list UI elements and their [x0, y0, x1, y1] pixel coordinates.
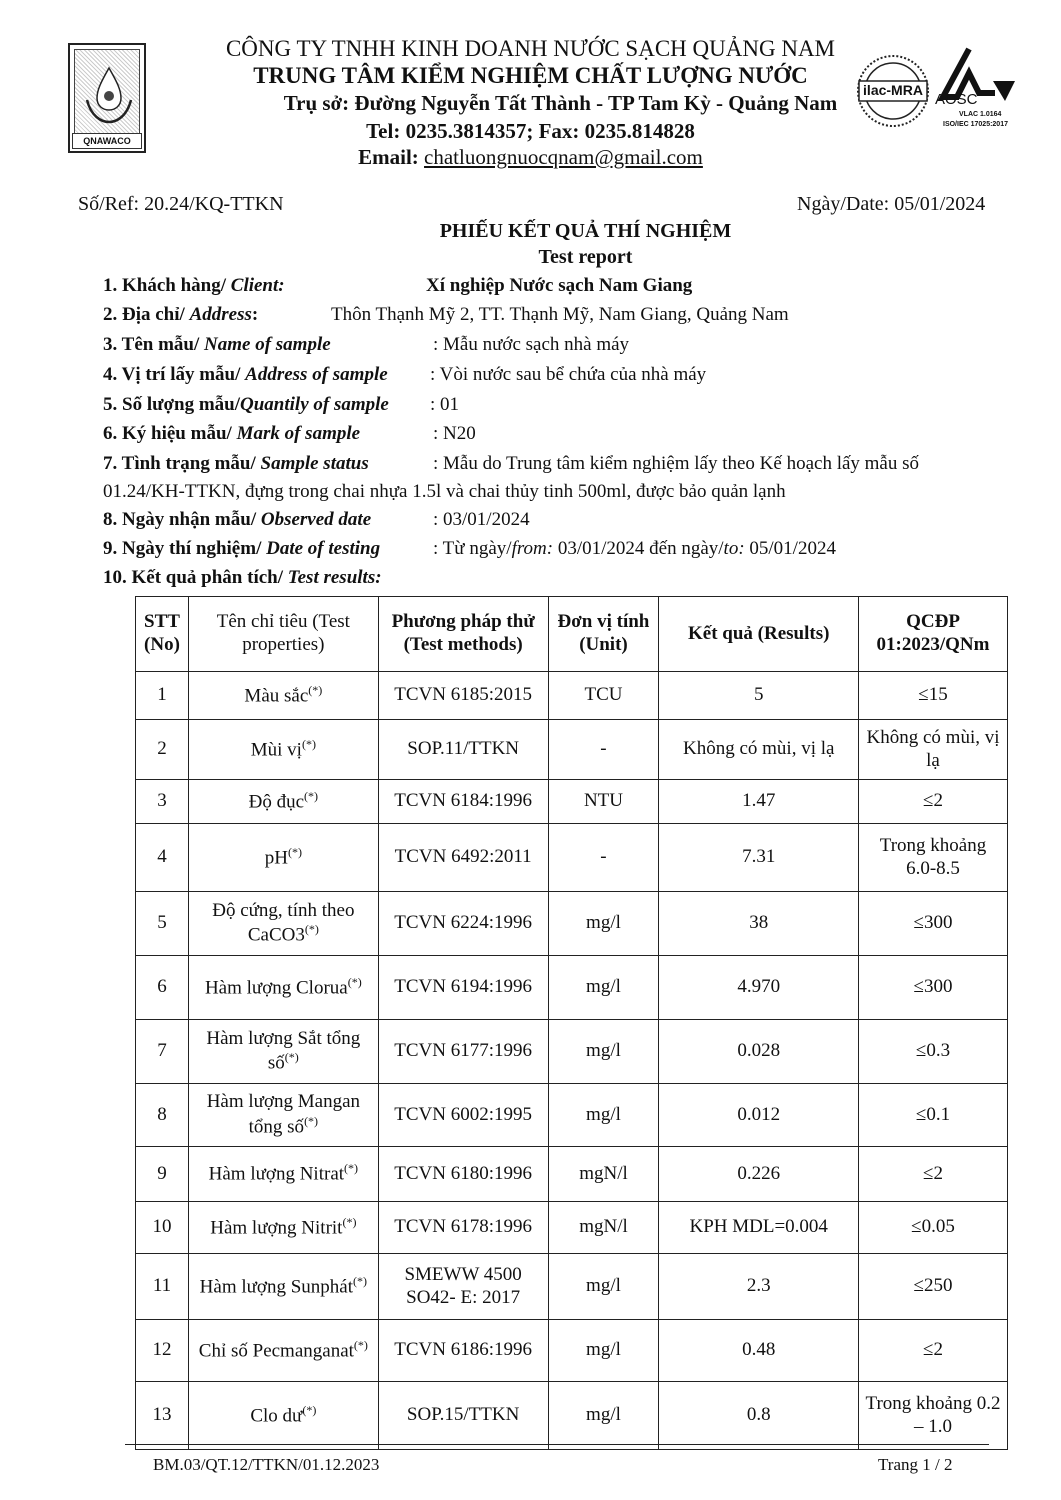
- cell-limit: ≤0.1: [859, 1084, 1008, 1147]
- observed-date-value: : 03/01/2024: [433, 509, 530, 530]
- sample-mark-value: : N20: [433, 423, 476, 444]
- cell-property: [188, 1202, 378, 1254]
- sample-name-label: 3. Tên mẫu/ Name of sample: [103, 334, 331, 355]
- cell-result: 0.48: [659, 1320, 859, 1382]
- cell-property: [188, 824, 378, 892]
- cell-property: [188, 1320, 378, 1382]
- observed-date-label: 8. Ngày nhận mẫu/ Observed date: [103, 509, 372, 530]
- cell-unit: mg/l: [548, 1320, 659, 1382]
- cell-limit: ≤2: [859, 1147, 1008, 1202]
- sample-status-value-2: 01.24/KH-TTKN, đựng trong chai nhựa 1.5l và chai thủy tinh 500ml, được bảo quản lạnh: [103, 481, 786, 502]
- header-limit: QCĐP 01:2023/QNm: [859, 597, 1008, 672]
- client-row: [103, 275, 285, 297]
- cell-property: [188, 892, 378, 956]
- accreditation-mark: (*): [284, 1050, 299, 1065]
- report-date: Ngày/Date: 05/01/2024: [797, 193, 986, 215]
- property-name: Hàm lượng Nitrit: [210, 1217, 343, 1239]
- cell-unit: mg/l: [548, 956, 659, 1020]
- client-label: 1. Khách hàng/ Client:: [103, 275, 285, 296]
- cell-method: TCVN 6184:1996: [378, 780, 548, 824]
- cell-unit: mg/l: [548, 1382, 659, 1450]
- cell-limit: ≤15: [859, 672, 1008, 720]
- center-name: TRUNG TÂM KIỂM NGHIỆM CHẤT LƯỢNG NƯỚC: [253, 63, 808, 88]
- table-row: [136, 720, 1008, 780]
- accreditation-mark: (*): [301, 736, 316, 751]
- sample-mark-label: 6. Ký hiệu mẫu/ Mark of sample: [103, 423, 361, 444]
- cell-unit: mg/l: [548, 1084, 659, 1147]
- cell-no: 1: [136, 672, 189, 720]
- cell-unit: -: [548, 720, 659, 780]
- cell-result: 5: [659, 672, 859, 720]
- cell-property: [188, 1382, 378, 1450]
- cell-property: [188, 720, 378, 780]
- table-row: [136, 1382, 1008, 1450]
- accreditation-mark: (*): [342, 1214, 357, 1229]
- table-row: [136, 1254, 1008, 1320]
- accreditation-mark: (*): [304, 788, 319, 803]
- cell-unit: mgN/l: [548, 1147, 659, 1202]
- cell-property: [188, 1020, 378, 1084]
- cell-method: TCVN 6178:1996: [378, 1202, 548, 1254]
- address-label: 2. Địa chỉ/ Address:: [103, 304, 259, 325]
- accreditation-mark: (*): [353, 1273, 368, 1288]
- cell-result: 0.028: [659, 1020, 859, 1084]
- cell-limit: Không có mùi, vị lạ: [859, 720, 1008, 780]
- cell-limit: ≤2: [859, 1320, 1008, 1382]
- cell-no: 13: [136, 1382, 189, 1450]
- table-row: [136, 1320, 1008, 1382]
- accreditation-mark: (*): [347, 974, 362, 989]
- property-name: Chỉ số Pecmanganat: [198, 1340, 354, 1362]
- cell-result: KPH MDL=0.004: [659, 1202, 859, 1254]
- logo-text: QNAWACO: [72, 133, 142, 149]
- cell-unit: mg/l: [548, 1020, 659, 1084]
- table-header-row: [136, 597, 1008, 672]
- header-address: Trụ sở: Đường Nguyễn Tất Thành - TP Tam Kỳ - Quảng Nam: [283, 91, 838, 115]
- cell-no: 9: [136, 1147, 189, 1202]
- header-properties: Tên chỉ tiêu (Test properties): [188, 597, 378, 672]
- cell-limit: ≤250: [859, 1254, 1008, 1320]
- accreditation-mark: (*): [287, 844, 302, 859]
- table-row: [136, 672, 1008, 720]
- report-title: PHIẾU KẾT QUẢ THÍ NGHIỆM: [439, 220, 732, 242]
- cell-limit: Trong khoảng 0.2 – 1.0: [859, 1382, 1008, 1450]
- cell-result: 0.8: [659, 1382, 859, 1450]
- cell-result: 0.226: [659, 1147, 859, 1202]
- cell-unit: TCU: [548, 672, 659, 720]
- cell-no: 6: [136, 956, 189, 1020]
- property-name: Hàm lượng Nitrat: [208, 1163, 345, 1185]
- sample-quantity-row: [103, 394, 389, 416]
- address-row: [103, 304, 258, 326]
- cell-property: [188, 1147, 378, 1202]
- cell-unit: NTU: [548, 780, 659, 824]
- aosc-iso: ISO/IEC 17025:2017: [943, 121, 1008, 128]
- sample-status-label: 7. Tình trạng mẫu/ Sample status: [103, 453, 369, 474]
- sample-location-value: : Vòi nước sau bể chứa của nhà máy: [430, 364, 707, 385]
- test-results-label: 10. Kết quả phân tích/ Test results:: [103, 567, 382, 588]
- cell-property: [188, 956, 378, 1020]
- footer-divider: [125, 1444, 989, 1445]
- cell-method: TCVN 6185:2015: [378, 672, 548, 720]
- table-row: [136, 1147, 1008, 1202]
- ilac-mra-logo: [855, 53, 931, 129]
- cell-method: TCVN 6194:1996: [378, 956, 548, 1020]
- testing-date-label: 9. Ngày thí nghiệm/ Date of testing: [103, 538, 381, 559]
- cell-unit: mgN/l: [548, 1202, 659, 1254]
- cell-result: 7.31: [659, 824, 859, 892]
- cell-limit: ≤0.3: [859, 1020, 1008, 1084]
- sample-location-row: [103, 364, 388, 386]
- cell-limit: Trong khoảng 6.0-8.5: [859, 824, 1008, 892]
- ref-number: Số/Ref: 20.24/KQ-TTKN: [78, 193, 284, 215]
- cell-unit: mg/l: [548, 1254, 659, 1320]
- property-name: Mùi vị: [250, 739, 302, 761]
- cell-result: 0.012: [659, 1084, 859, 1147]
- cell-unit: mg/l: [548, 892, 659, 956]
- cell-method: TCVN 6492:2011: [378, 824, 548, 892]
- cell-property: [188, 672, 378, 720]
- company-name: CÔNG TY TNHH KINH DOANH NƯỚC SẠCH QUẢNG NAM: [225, 36, 836, 61]
- aosc-text: AOSC: [935, 91, 978, 108]
- testing-date-row: [103, 538, 380, 560]
- cell-property: [188, 1084, 378, 1147]
- cell-result: 2.3: [659, 1254, 859, 1320]
- accreditation-mark: (*): [344, 1161, 359, 1176]
- sample-location-label: 4. Vị trí lấy mẫu/ Address of sample: [103, 364, 388, 385]
- email-label: Email:: [358, 145, 425, 169]
- cell-result: 1.47: [659, 780, 859, 824]
- table-row: [136, 824, 1008, 892]
- accreditation-mark: (*): [308, 682, 323, 697]
- cell-no: 5: [136, 892, 189, 956]
- cell-method: SMEWW 4500 SO42- E: 2017: [378, 1254, 548, 1320]
- header-results: Kết quả (Results): [659, 597, 859, 672]
- sample-quantity-label: 5. Số lượng mẫu/Quantily of sample: [103, 394, 389, 415]
- email-link[interactable]: chatluongnuocqnam@gmail.com: [424, 145, 703, 169]
- cell-limit: ≤300: [859, 956, 1008, 1020]
- cell-property: [188, 1254, 378, 1320]
- testing-date-value: : Từ ngày/from: 03/01/2024 đến ngày/to: 05/01/2024: [433, 538, 836, 559]
- header-tel: Tel: 0235.3814357; Fax: 0235.814828: [366, 119, 695, 143]
- accreditation-mark: (*): [353, 1337, 368, 1352]
- cell-method: TCVN 6177:1996: [378, 1020, 548, 1084]
- cell-no: 8: [136, 1084, 189, 1147]
- test-results-row: [103, 567, 382, 589]
- footer-form-code: BM.03/QT.12/TTKN/01.12.2023: [153, 1455, 380, 1474]
- header-methods: Phương pháp thử (Test methods): [378, 597, 548, 672]
- cell-no: 3: [136, 780, 189, 824]
- property-name: Hàm lượng Sunphát: [199, 1276, 354, 1298]
- cell-property: [188, 780, 378, 824]
- property-name: Hàm lượng Sắt tổng số: [206, 1027, 361, 1074]
- accreditation-mark: (*): [302, 1402, 317, 1417]
- cell-method: SOP.15/TTKN: [378, 1382, 548, 1450]
- cell-no: 11: [136, 1254, 189, 1320]
- sample-mark-row: [103, 423, 360, 445]
- cell-method: TCVN 6186:1996: [378, 1320, 548, 1382]
- cell-no: 7: [136, 1020, 189, 1084]
- accreditation-mark: (*): [304, 1113, 319, 1128]
- report-subtitle: Test report: [538, 246, 633, 268]
- observed-date-row: [103, 509, 371, 531]
- cell-result: Không có mùi, vị lạ: [659, 720, 859, 780]
- cell-no: 2: [136, 720, 189, 780]
- cell-limit: ≤0.05: [859, 1202, 1008, 1254]
- cell-result: 38: [659, 892, 859, 956]
- header-stt: STT (No): [136, 597, 189, 672]
- cell-limit: ≤2: [859, 780, 1008, 824]
- client-value: Xí nghiệp Nước sạch Nam Giang: [426, 275, 693, 296]
- property-name: pH: [264, 847, 288, 869]
- header-email-line: [0, 145, 1061, 170]
- accreditation-mark: (*): [304, 922, 319, 937]
- sample-quantity-value: : 01: [430, 394, 460, 415]
- sample-status-row: [103, 453, 369, 475]
- ilac-text: ilac-MRA: [863, 82, 923, 98]
- property-name: Clo dư: [250, 1405, 303, 1427]
- cell-method: TCVN 6224:1996: [378, 892, 548, 956]
- table-row: [136, 1084, 1008, 1147]
- sample-name-value: : Mẫu nước sạch nhà máy: [433, 334, 630, 355]
- property-name: Màu sắc: [244, 685, 309, 707]
- cell-no: 4: [136, 824, 189, 892]
- cell-no: 10: [136, 1202, 189, 1254]
- address-value: Thôn Thạnh Mỹ 2, TT. Thạnh Mỹ, Nam Giang, Quảng Nam: [331, 304, 789, 325]
- sample-status-value-1: : Mẫu do Trung tâm kiểm nghiệm lấy theo Kế hoạch lấy mẫu số: [433, 453, 920, 474]
- aosc-logo: [935, 45, 1025, 137]
- cell-method: SOP.11/TTKN: [378, 720, 548, 780]
- property-name: Độ cứng, tính theo CaCO3: [212, 899, 355, 946]
- cell-result: 4.970: [659, 956, 859, 1020]
- cell-method: TCVN 6002:1995: [378, 1084, 548, 1147]
- table-row: [136, 892, 1008, 956]
- property-name: Độ đục: [248, 791, 305, 813]
- table-row: [136, 1202, 1008, 1254]
- cell-method: TCVN 6180:1996: [378, 1147, 548, 1202]
- header-unit: Đơn vị tính (Unit): [548, 597, 659, 672]
- table-row: [136, 1020, 1008, 1084]
- results-table: [135, 596, 1008, 1450]
- cell-limit: ≤300: [859, 892, 1008, 956]
- footer-page-number: Trang 1 / 2: [878, 1455, 953, 1474]
- table-row: [136, 956, 1008, 1020]
- aosc-vlac: VLAC 1.0164: [959, 111, 1002, 118]
- cell-unit: -: [548, 824, 659, 892]
- table-row: [136, 780, 1008, 824]
- sample-name-row: [103, 334, 331, 356]
- property-name: Hàm lượng Mangan tổng số: [206, 1091, 361, 1138]
- cell-no: 12: [136, 1320, 189, 1382]
- property-name: Hàm lượng Clorua: [204, 977, 348, 999]
